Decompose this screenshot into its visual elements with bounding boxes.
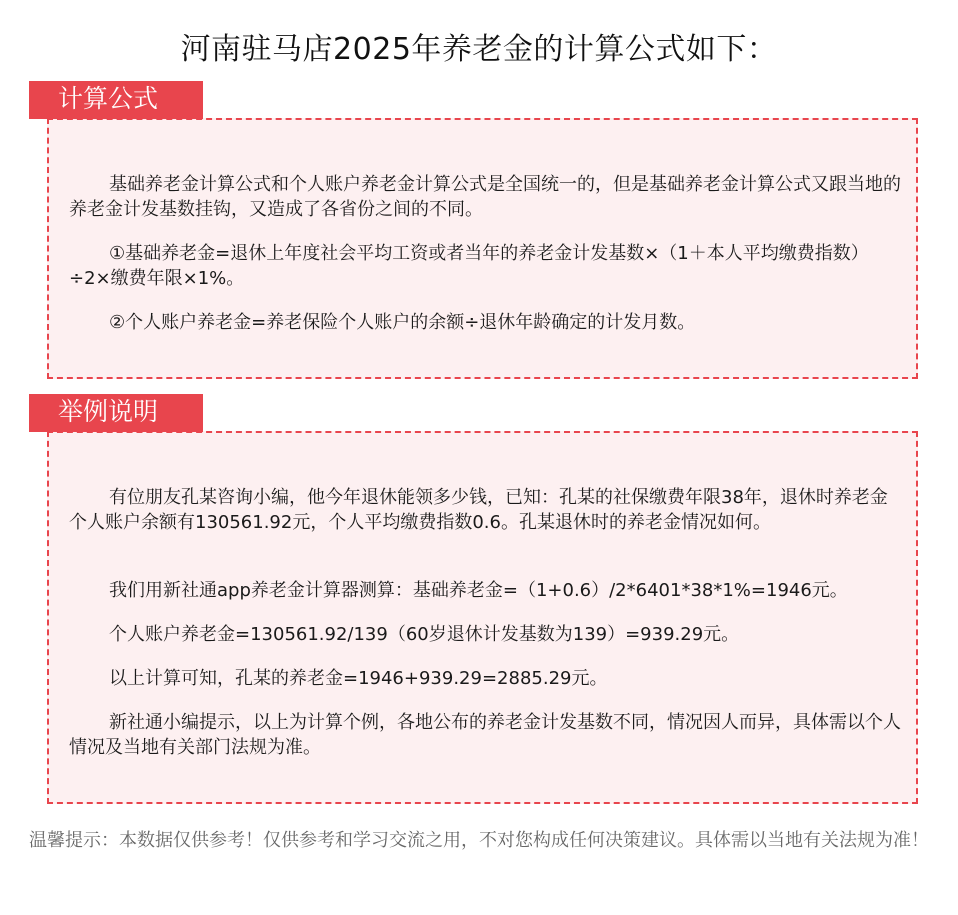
footer-disclaimer: 温馨提示：本数据仅供参考！仅供参考和学习交流之用，不对您构成任何决策建议。具体需以当地有关法规为准！ (29, 830, 929, 851)
section-tab-formula: 计算公式 (29, 81, 203, 119)
section-tab-example: 举例说明 (29, 394, 203, 432)
formula-section (47, 118, 918, 379)
formula-paragraph-2: ①基础养老金=退休上年度社会平均工资或者当年的养老金计发基数×（1＋本人平均缴费指数）÷2×缴费年限×1%。 (69, 243, 869, 289)
example-paragraph-4: 以上计算可知，孔某的养老金=1946+939.29=2885.29元。 (109, 668, 608, 689)
formula-paragraph-3: ②个人账户养老金=养老保险个人账户的余额÷退休年龄确定的计发月数。 (109, 312, 696, 333)
example-paragraph-3: 个人账户养老金=130561.92/139（60岁退休计发基数为139）=939.29元。 (109, 624, 740, 645)
page-title: 河南驻马店2025年养老金的计算公式如下： (180, 32, 778, 67)
example-paragraph-5: 新社通小编提示，以上为计算个例，各地公布的养老金计发基数不同，情况因人而异，具体需以个人情况及当地有关部门法规为准。 (69, 712, 901, 758)
example-section (47, 431, 918, 804)
formula-paragraph-1: 基础养老金计算公式和个人账户养老金计算公式是全国统一的，但是基础养老金计算公式又跟当地的养老金计发基数挂钩，又造成了各省份之间的不同。 (69, 174, 901, 220)
example-paragraph-1: 有位朋友孔某咨询小编，他今年退休能领多少钱，已知：孔某的社保缴费年限38年，退休时养老金个人账户余额有130561.92元，个人平均缴费指数0.6。孔某退休时的养老金情况如何。 (69, 487, 888, 533)
example-paragraph-2: 我们用新社通app养老金计算器测算：基础养老金=（1+0.6）/2*6401*38*1%=1946元。 (109, 580, 848, 601)
